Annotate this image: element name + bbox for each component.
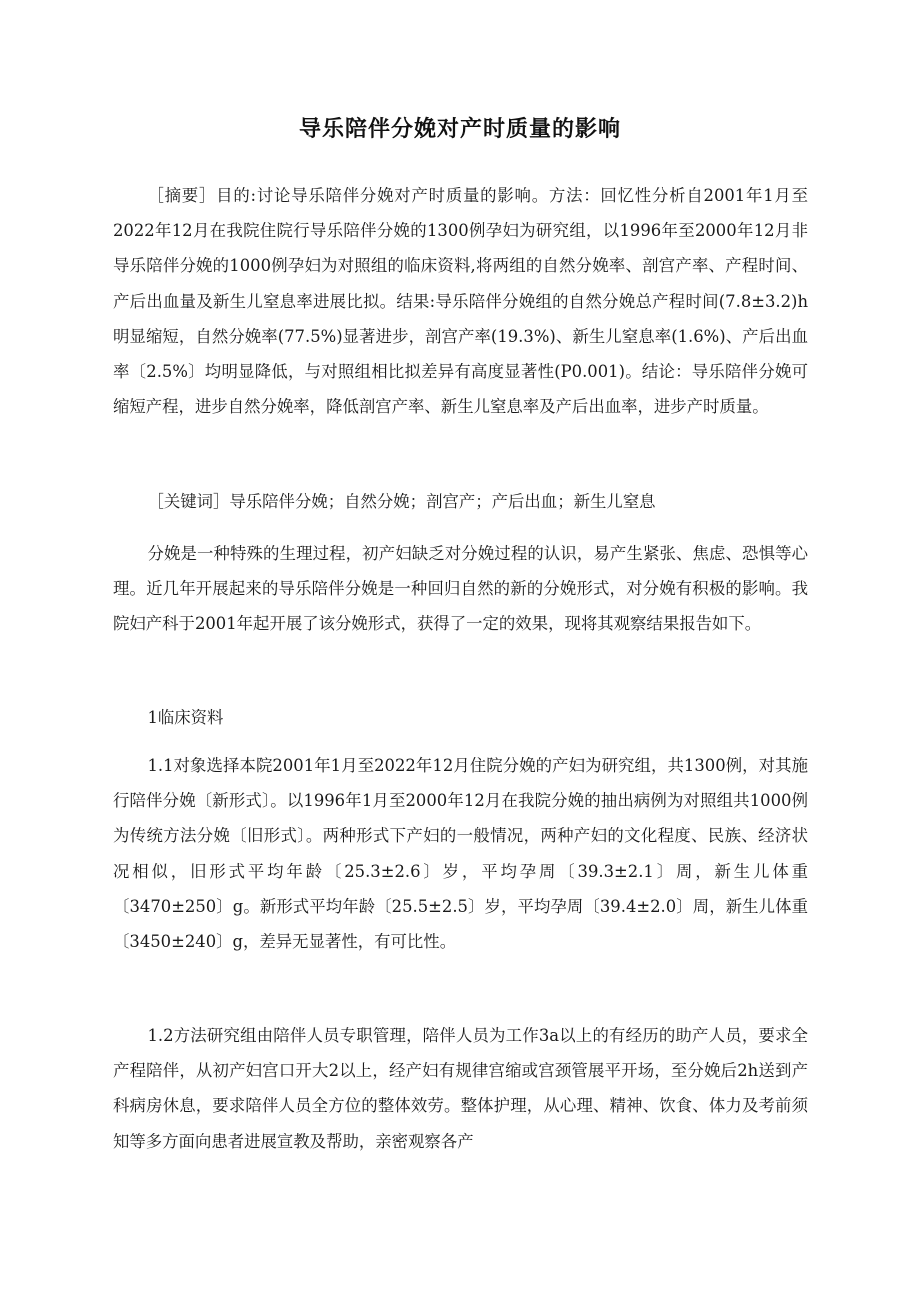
keywords-paragraph: ［关键词］导乐陪伴分娩；自然分娩；剖宫产；产后出血；新生儿窒息 — [147, 492, 656, 511]
document-title: 导乐陪伴分娩对产时质量的影响 — [298, 117, 621, 142]
section-1-2-paragraph: 1.2方法研究组由陪伴人员专职管理，陪伴人员为工作3a以上的有经历的助产人员，要求全产程陪伴，从初产妇宫口开大2以上，经产妇有规律宫缩或宫颈管展平开场，至分娩后2h送到产科病房休息，要求陪伴人员全方位的整体效劳。整体护理，从心理、精神、饮食、体力及考前须知等多方面向患者进展宣教及帮助，亲密观察各产 — [113, 1026, 808, 1151]
section-1-1-paragraph: 1.1对象选择本院2001年1月至2022年12月住院分娩的产妇为研究组，共1300例，对其施行陪伴分娩〔新形式〕。以1996年1月至2000年12月在我院分娩的抽出病例为对照组共1000例为传统方法分娩〔旧形式〕。两种形式下产妇的一般情况，两种产妇的文化程度、民族、经济状况相似，旧形式平均年龄〔25.3±2.6〕岁，平均孕周〔39.3±2.1〕周，新生儿体重〔3470±250〕g。新形式平均年龄〔25.5±2.5〕岁，平均孕周〔39.4±2.0〕周，新生儿体重〔3450±240〕g，差异无显著性，有可比性。 — [113, 756, 808, 952]
abstract-paragraph: ［摘要］目的:讨论导乐陪伴分娩对产时质量的影响。方法：回忆性分析自2001年1月至2022年12月在我院住院行导乐陪伴分娩的1300例孕妇为研究组，以1996年至2000年12月非导乐陪伴分娩的1000例孕妇为对照组的临床资料,将两组的自然分娩率、剖宫产率、产程时间、产后出血量及新生儿窒息率进展比拟。结果:导乐陪伴分娩组的自然分娩总产程时间(7.8±3.2)h明显缩短，自然分娩率(77.5%)显著进步，剖宫产率(19.3%)、新生儿窒息率(1.6%)、产后出血率〔2.5%〕均明显降低，与对照组相比拟差异有高度显著性(P0.001)。结论：导乐陪伴分娩可缩短产程，进步自然分娩率，降低剖宫产率、新生儿窒息率及产后出血率，进步产时质量。 — [113, 186, 808, 417]
intro-paragraph: 分娩是一种特殊的生理过程，初产妇缺乏对分娩过程的认识，易产生紧张、焦虑、恐惧等心理。近几年开展起来的导乐陪伴分娩是一种回归自然的新的分娩形式，对分娩有积极的影响。我院妇产科于2001年起开展了该分娩形式，获得了一定的效果，现将其观察结果报告如下。 — [113, 544, 808, 634]
section-heading-clinical-data: 1临床资料 — [147, 708, 224, 727]
